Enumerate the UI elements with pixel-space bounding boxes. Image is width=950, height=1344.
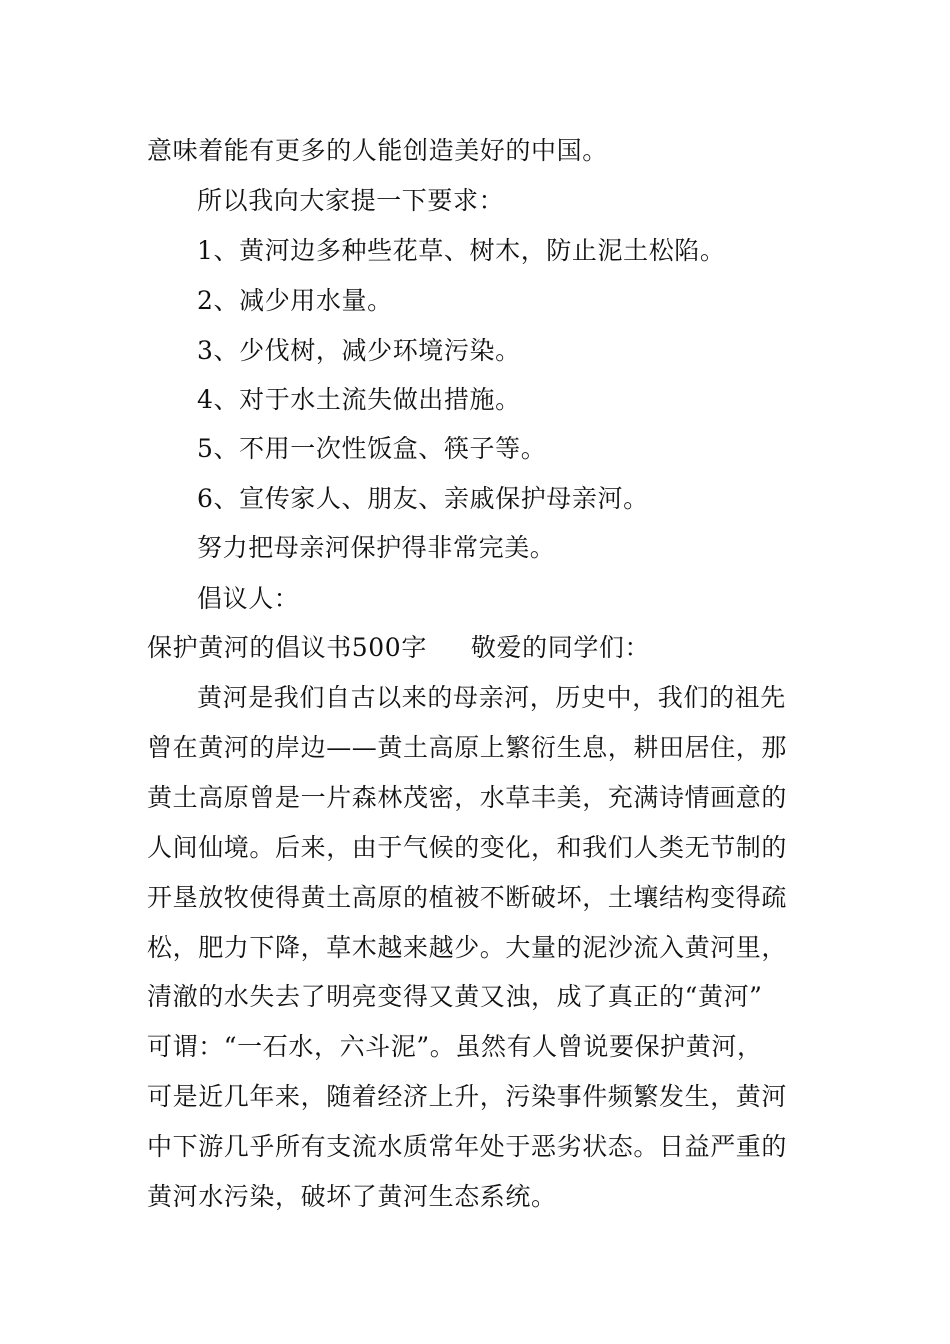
body-line-2: 曾在黄河的岸边——黄土高原上繁衍生息，耕田居住，那	[147, 733, 788, 762]
body-line-3: 黄土高原曾是一片森林茂密，水草丰美，充满诗情画意的	[147, 783, 788, 812]
body-line-11: 黄河水污染，破坏了黄河生态系统。	[147, 1182, 557, 1211]
request-item-5: 5、不用一次性饭盒、筷子等。	[197, 434, 547, 463]
body-line-4: 人间仙境。后来，由于气候的变化，和我们人类无节制的	[147, 833, 788, 862]
request-item-3: 3、少伐树，减少环境污染。	[197, 336, 521, 365]
request-intro: 所以我向大家提一下要求：	[197, 186, 505, 215]
request-item-6: 6、宣传家人、朋友、亲戚保护母亲河。	[197, 484, 649, 513]
body-line-10: 中下游几乎所有支流水质常年处于恶劣状态。日益严重的	[147, 1132, 788, 1161]
body-line-9: 可是近几年来，随着经济上升，污染事件频繁发生，黄河	[147, 1082, 788, 1111]
request-item-4: 4、对于水土流失做出措施。	[197, 385, 521, 414]
closing-line: 努力把母亲河保护得非常完美。	[197, 533, 556, 562]
paragraph-continuation: 意味着能有更多的人能创造美好的中国。	[147, 136, 608, 165]
salutation: 敬爱的同学们：	[470, 633, 651, 662]
request-item-2: 2、减少用水量。	[197, 286, 393, 315]
section-heading-line	[147, 628, 650, 668]
body-line-7: 清澈的水失去了明亮变得又黄又浊，成了真正的“黄河”	[147, 982, 763, 1011]
body-line-5: 开垦放牧使得黄土高原的植被不断破坏，土壤结构变得疏	[147, 883, 788, 912]
body-line-6: 松，肥力下降，草木越来越少。大量的泥沙流入黄河里，	[147, 933, 788, 962]
body-line-1: 黄河是我们自古以来的母亲河，历史中，我们的祖先	[197, 683, 786, 712]
section-title: 保护黄河的倡议书500字	[147, 633, 427, 662]
request-item-1: 1、黄河边多种些花草、树木，防止泥土松陷。	[197, 236, 726, 265]
body-line-8: 可谓：“一石水，六斗泥”。虽然有人曾说要保护黄河，	[147, 1032, 763, 1061]
signature-label: 倡议人：	[197, 584, 300, 613]
